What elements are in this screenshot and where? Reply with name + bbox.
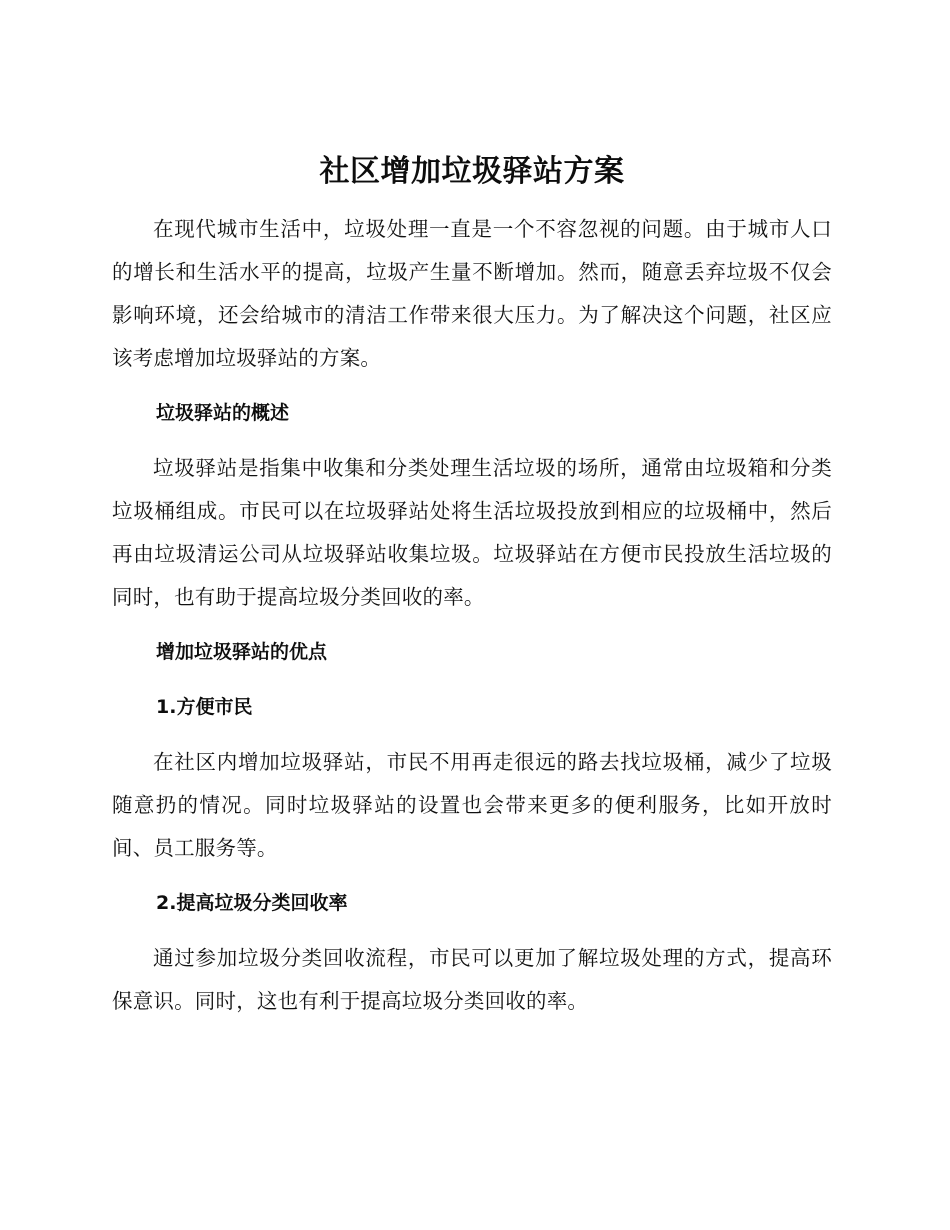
document-page <box>112 146 832 1023</box>
overview-paragraph: 垃圾驿站是指集中收集和分类处理生活垃圾的场所，通常由垃圾箱和分类垃圾桶组成。市民可以在垃圾驿站处将生活垃圾投放到相应的垃圾桶中，然后再由垃圾清运公司从垃圾驿站收集垃圾。垃圾驿站在方便市民投放生活垃圾的同时，也有助于提高垃圾分类回收的率。 <box>112 456 832 609</box>
subheading-recycling-rate: 2.提高垃圾分类回收率 <box>156 892 348 914</box>
section-heading-advantages: 增加垃圾驿站的优点 <box>156 641 328 663</box>
subheading-convenience: 1.方便市民 <box>156 696 253 718</box>
intro-paragraph: 在现代城市生活中，垃圾处理一直是一个不容忽视的问题。由于城市人口的增长和生活水平的提高，垃圾产生量不断增加。然而，随意丢弃垃圾不仅会影响环境，还会给城市的清洁工作带来很大压力。为了解决这个问题，社区应该考虑增加垃圾驿站的方案。 <box>112 217 832 370</box>
document-title: 社区增加垃圾驿站方案 <box>319 154 625 189</box>
recycling-paragraph: 通过参加垃圾分类回收流程，市民可以更加了解垃圾处理的方式，提高环保意识。同时，这也有利于提高垃圾分类回收的率。 <box>112 946 832 1013</box>
convenience-paragraph: 在社区内增加垃圾驿站，市民不用再走很远的路去找垃圾桶，减少了垃圾随意扔的情况。同时垃圾驿站的设置也会带来更多的便利服务，比如开放时间、员工服务等。 <box>112 750 832 860</box>
section-heading-overview: 垃圾驿站的概述 <box>156 402 290 424</box>
